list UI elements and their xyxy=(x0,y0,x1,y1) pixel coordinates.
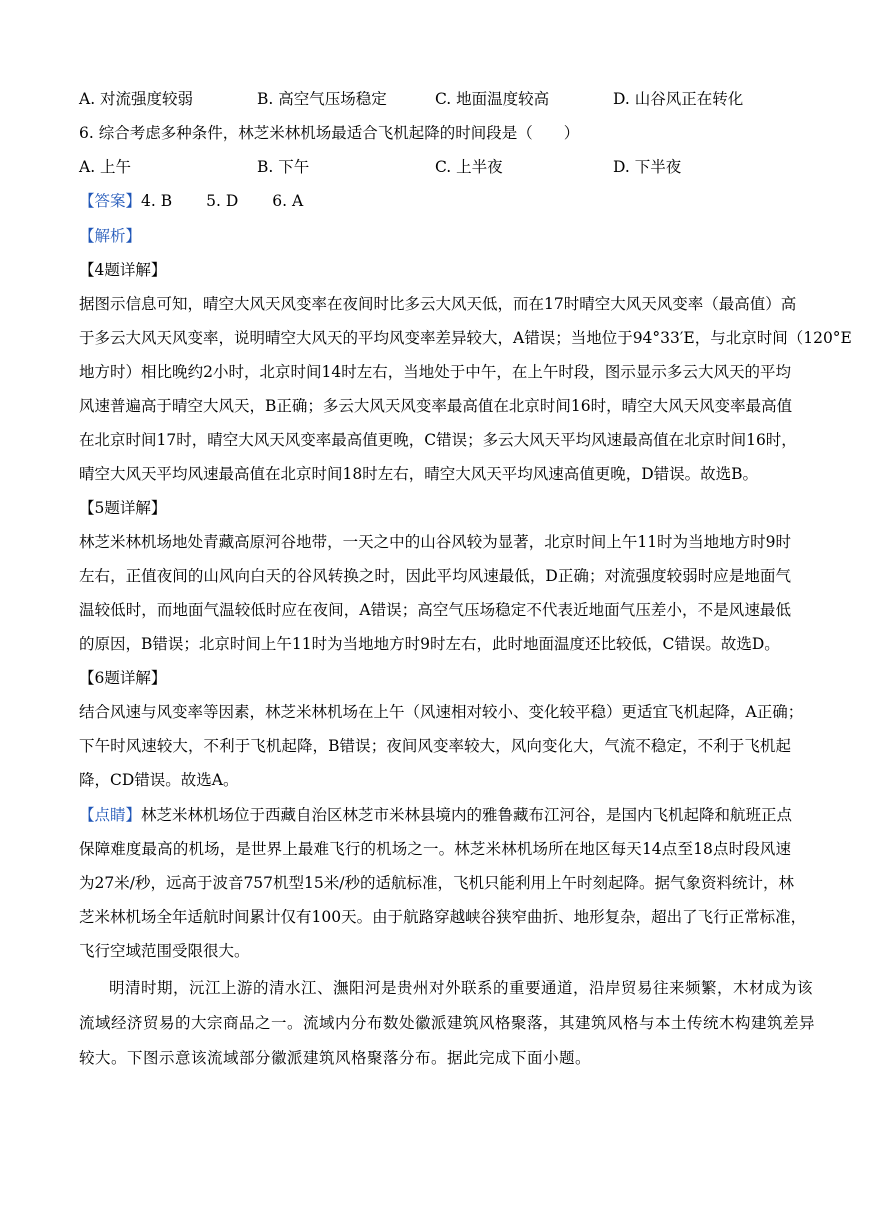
tip-text: 林芝米林机场位于西藏自治区林芝市米林县境内的雅鲁藏布江河谷，是国内飞机起降和航班正点 xyxy=(141,806,793,824)
answer-4: 4. B xyxy=(141,192,173,210)
q6-option-d: D. 下半夜 xyxy=(613,158,682,176)
q5-option-a: A. 对流强度较弱 xyxy=(79,90,194,108)
q6-stem: 6. 综合考虑多种条件，林芝米林机场最适合飞机起降的时间段是（ ） xyxy=(79,124,580,142)
q6-detail-title: 【6题详解】 xyxy=(79,669,167,687)
q6-option-c: C. 上半夜 xyxy=(435,158,503,176)
passage-line: 明清时期，沅江上游的清水江、潕阳河是贵州对外联系的重要通道，沿岸贸易往来频繁，木材成为该 xyxy=(109,979,814,997)
answer-5: 5. D xyxy=(206,192,239,210)
q5-option-c: C. 地面温度较高 xyxy=(435,90,550,108)
answer-6: 6. A xyxy=(272,192,304,210)
q6-detail-line: 下午时风速较大，不利于飞机起降，B错误；夜间风变率较大，风向变化大，气流不稳定，不利于飞机起 xyxy=(79,737,791,755)
q5-detail-line: 温较低时，而地面气温较低时应在夜间，A错误；高空气压场稳定不代表近地面气压差小，不是风速最低 xyxy=(79,601,791,619)
q4-detail-title: 【4题详解】 xyxy=(79,261,167,279)
q5-option-b: B. 高空气压场稳定 xyxy=(257,90,387,108)
tip-line: 保障难度最高的机场，是世界上最难飞行的机场之一。林芝米林机场所在地区每天14点至18点时段风速 xyxy=(79,840,791,858)
q4-detail-line: 晴空大风天平均风速最高值在北京时间18时左右，晴空大风天平均风速高值更晚，D错误。故选B。 xyxy=(79,465,759,483)
q4-detail-line: 风速普遍高于晴空大风天，B正确；多云大风天风变率最高值在北京时间16时，晴空大风天风变率最高值 xyxy=(79,397,793,415)
passage-line: 较大。下图示意该流域部分徽派建筑风格聚落分布。据此完成下面小题。 xyxy=(79,1049,592,1067)
q6-option-a: A. 上午 xyxy=(79,158,132,176)
tip-line: 为27米/秒，远高于波音757机型15米/秒的适航标准，飞机只能利用上午时刻起降。据气象资料统计，林 xyxy=(79,874,794,892)
q5-detail-line: 林芝米林机场地处青藏高原河谷地带，一天之中的山谷风较为显著，北京时间上午11时为当地地方时9时 xyxy=(79,533,791,551)
q4-detail-line: 于多云大风天风变率，说明晴空大风天的平均风变率差异较大，A错误；当地位于94°33′E，与北京时间（120°E xyxy=(79,329,852,347)
passage-line: 流域经济贸易的大宗商品之一。流域内分布数处徽派建筑风格聚落，其建筑风格与本土传统木构建筑差异 xyxy=(79,1014,816,1032)
tip-line xyxy=(79,805,791,825)
q5-detail-line: 的原因，B错误；北京时间上午11时为当地地方时9时左右，此时地面温度还比较低，C错误。故选D。 xyxy=(79,635,780,653)
q6-detail-line: 结合风速与风变率等因素，林芝米林机场在上午（风速相对较小、变化较平稳）更适宜飞机起降，A正确； xyxy=(79,703,804,721)
analysis-tag: 【解析】 xyxy=(79,227,142,245)
tip-line: 芝米林机场全年适航时间累计仅有100天。由于航路穿越峡谷狭窄曲折、地形复杂，超出了飞行正常标准， xyxy=(79,908,807,926)
answer-line xyxy=(79,191,303,211)
q5-detail-line: 左右，正值夜间的山风向白天的谷风转换之时，因此平均风速最低，D正确；对流强度较弱时应是地面气 xyxy=(79,567,791,585)
q5-detail-title: 【5题详解】 xyxy=(79,499,167,517)
tip-tag: 【点睛】 xyxy=(79,806,142,824)
answer-tag: 【答案】 xyxy=(79,192,142,210)
q4-detail-line: 地方时）相比晚约2小时，北京时间14时左右，当地处于中午，在上午时段，图示显示多云大风天的平均 xyxy=(79,363,791,381)
q6-detail-line: 降，CD错误。故选A。 xyxy=(79,771,239,789)
q4-detail-line: 据图示信息可知，晴空大风天风变率在夜间时比多云大风天低，而在17时晴空大风天风变率（最高值）高 xyxy=(79,295,797,313)
tip-line: 飞行空域范围受限很大。 xyxy=(79,942,250,960)
q6-option-b: B. 下午 xyxy=(257,158,310,176)
q4-detail-line: 在北京时间17时，晴空大风天风变率最高值更晚，C错误；多云大风天平均风速最高值在北京时间16时， xyxy=(79,431,797,449)
q5-option-d: D. 山谷风正在转化 xyxy=(613,90,744,108)
